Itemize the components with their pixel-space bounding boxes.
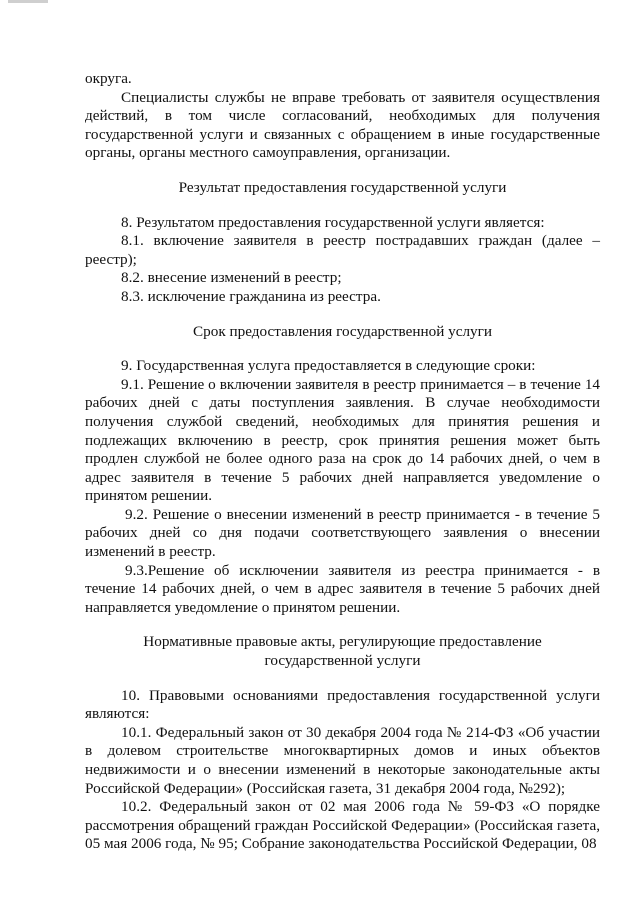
paragraph-9-2: 9.2. Решение о внесении изменений в реестр принимается - в течение 5 рабочих дней со дня подачи соответствующего заявления о внесении изменений в реестр.: [85, 505, 600, 561]
paragraph-9: 9. Государственная услуга предоставляется в следующие сроки:: [121, 357, 536, 375]
paragraph-9-3: 9.3.Решение об исключении заявителя из реестра принимается - в течение 14 рабочих дней, о чем в адрес заявителя в течение 5 рабочих дней направляется уведомление о принятом решении.: [85, 561, 600, 616]
paragraph-8-1: 8.1. включение заявителя в реестр пострадавших граждан (далее – реестр);: [85, 232, 600, 268]
document-body: [85, 70, 600, 854]
paragraph-10-1: 10.1. Федеральный закон от 30 декабря 2004 года № 214-ФЗ «Об участии в долевом строительстве многоквартирных домов и иных объектов недвижимости и о внесении изменений в некоторые законодательные акты Российской Федерации» (Российская газета, 31 декабря 2004 года, №292);: [85, 723, 600, 797]
paragraph-8-3: 8.3. исключение гражданина из реестра.: [121, 287, 381, 305]
paragraph-8-2: 8.2. внесение изменений в реестр;: [121, 269, 342, 287]
paragraph-specialists: Специалисты службы не вправе требовать от заявителя осуществления действий, в том числе согласований, необходимых для получения государственной услуги и связанных с обращением в иные государственные органы, органы местного самоуправления, организации.: [85, 88, 600, 162]
section-heading-acts-line1: Нормативные правовые акты, регулирующие предоставление: [143, 633, 542, 651]
scan-artifact: [8, 0, 48, 3]
paragraph-8: 8. Результатом предоставления государственной услуги является:: [121, 213, 545, 231]
section-heading-term: Срок предоставления государственной услуги: [193, 322, 492, 340]
paragraph-10: 10. Правовыми основаниями предоставления государственной услуги являются:: [85, 686, 600, 723]
paragraph-10-2: 10.2. Федеральный закон от 02 мая 2006 года № 59-ФЗ «О порядке рассмотрения обращений граждан Российской Федерации» (Российская газета, 05 мая 2006 года, № 95; Собрание законодательства Российской Федерации, 08: [85, 798, 600, 853]
section-heading-result: Результат предоставления государственной услуги: [178, 178, 507, 196]
paragraph-9-1: 9.1. Решение о включении заявителя в реестр принимается – в течение 14 рабочих дней с даты поступления заявления. В случае необходимости получения службой сведений, необходимых для принятия решения и подлежащих включению в реестр, срок принятия решения может быть продлен службой не более одного раза на срок до 14 рабочих дней, о чем в адрес заявителя в течение 5 рабочих дней направляется уведомление о принятом решении.: [85, 375, 600, 505]
paragraph-continuation: округа.: [85, 70, 132, 87]
section-heading-acts-line2: государственной услуги: [264, 652, 421, 670]
